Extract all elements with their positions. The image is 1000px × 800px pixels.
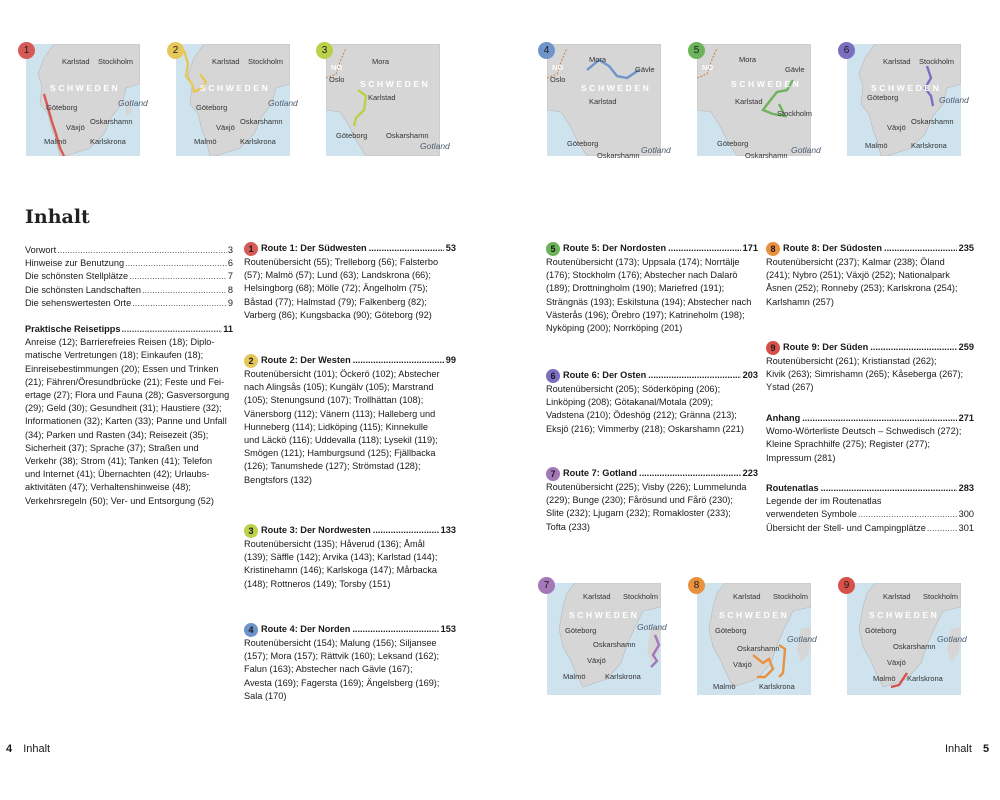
route-map-3: NO Mora Oslo SCHWEDEN Karlstad Göteborg Oskarshamn Gotland bbox=[326, 44, 440, 156]
route-page: 153 bbox=[440, 624, 456, 635]
route-title: Route 4: Der Norden bbox=[261, 624, 351, 635]
route-entry-9[interactable]: 9 Route 9: Der Süden ..... 259 Routenübersicht (261); Kristianstad (262); Kivik (263); Simrishamn (265); Kåseberga (267); Ystad (267) bbox=[766, 341, 974, 395]
toc-entry[interactable]: Vorwort ..... 3 bbox=[25, 244, 233, 257]
page-title: Inhalt bbox=[25, 206, 90, 228]
route-badge-1: 1 bbox=[18, 42, 35, 59]
route-page: 235 bbox=[958, 243, 974, 254]
route-page: 53 bbox=[445, 243, 456, 254]
route-entry-4[interactable]: 4 Route 4: Der Norden ..... 153 Routenübersicht (154); Malung (156); Siljansee (157); Mora (157); Rättvik (160); Leksand (162); Falun (163); Abstecher nach Gävle (167); Avesta (169); Fagersta (169); Ängelsberg (169); Sala (170) bbox=[244, 623, 456, 703]
route-badge-5: 5 bbox=[688, 42, 705, 59]
routenatlas-page: 283 bbox=[958, 483, 974, 493]
route-entry-3[interactable]: 3 Route 3: Der Nordwesten ..... 133 Routenübersicht (135); Håverud (136); Åmål (139); Säffle (142); Arvika (143); Karlstad (144); Kristinehamn (146); Karlskoga (147); Mårbacka (148); Rottneros (149); Torsby (151) bbox=[244, 524, 456, 591]
tips-line: Informationen (32); Karten (33); Panne und Unfall bbox=[25, 416, 227, 427]
route-number-badge: 6 bbox=[546, 369, 560, 383]
route-title: Route 2: Der Westen bbox=[261, 355, 351, 366]
route-title: Route 8: Der Südosten bbox=[783, 243, 883, 254]
route-number-badge: 5 bbox=[546, 242, 560, 256]
toc-entry[interactable]: Übersicht der Stell- und Campingplätze ..... 301 bbox=[766, 522, 974, 535]
route-badge-6: 6 bbox=[838, 42, 855, 59]
route-entry-5[interactable]: 5 Route 5: Der Nordosten ..... 171 Routenübersicht (173); Uppsala (174); Norrtälje (176); Stockholm (176); Abstecher nach Dalarö (189); Drottningholm (190); Mariefred (191); Strängnäs (193); Eskilstuna (194); Abstecher nach Västerås (196); Örebro (197); Katrineholm (198); Nyköping (200); Norrköping (201) bbox=[546, 242, 758, 335]
route-title: Route 1: Der Südwesten bbox=[261, 243, 367, 254]
route-number-badge: 8 bbox=[766, 242, 780, 256]
route-title: Route 7: Gotland bbox=[563, 468, 638, 479]
page-number: 5 bbox=[982, 743, 990, 755]
tips-line: Verkehrsregeln (50); Ver- und Entsorgung (52) bbox=[25, 495, 214, 506]
anhang-page: 271 bbox=[958, 413, 974, 423]
route-number-badge: 3 bbox=[244, 524, 258, 538]
folio-right bbox=[945, 743, 989, 755]
route-entry-6[interactable]: 6 Route 6: Der Osten ..... 203 Routenübersicht (205); Söderköping (206); Linköping (208); Götakanal/Motala (209); Vadstena (210); Ödeshög (212); Gränna (213); Eksjö (216); Vimmerby (218); Oskarshamn (221) bbox=[546, 369, 758, 436]
route-badge-9: 9 bbox=[838, 577, 855, 594]
tips-line: matische Vertretungen (18); Einkaufen (18); bbox=[25, 350, 204, 361]
routenatlas-title: Routenatlas bbox=[766, 483, 819, 493]
route-map-1: Karlstad Stockholm SCHWEDEN Göteborg Gotland Växjö Oskarshamn Malmö Karlskrona bbox=[26, 44, 140, 156]
route-number-badge: 2 bbox=[244, 354, 258, 368]
tips-line: Sicherheit (37); Sprache (37); Straßen und bbox=[25, 442, 199, 453]
route-page: 171 bbox=[742, 243, 758, 254]
route-page: 99 bbox=[445, 355, 456, 366]
route-number-badge: 9 bbox=[766, 341, 780, 355]
tips-line: und Internet (41); Übernachten (42); Urlaubs- bbox=[25, 469, 210, 480]
route-map-9: Karlstad Stockholm SCHWEDEN Göteborg Gotland Oskarshamn Växjö Malmö Karlskrona bbox=[847, 583, 961, 695]
route-entry-8[interactable]: 8 Route 8: Der Südosten ..... 235 Routenübersicht (237); Kalmar (238); Öland (241); Nybro (251); Växjö (252); Nationalpark Åsnen (252); Ronneby (253); Karlskrona (254); Karlshamn (257) bbox=[766, 242, 974, 309]
tips-line: Einreisebestimmungen (20); Essen und Trinken bbox=[25, 363, 219, 374]
route-entry-7[interactable]: 7 Route 7: Gotland ..... 223 Routenübersicht (225); Visby (226); Lummelunda (229); Bunge (230); Fårösund und Fårö (230); Slite (232); Ljugarn (232); Romakloster (233); Tofta (233) bbox=[546, 467, 758, 534]
route-map-7: Karlstad Stockholm SCHWEDEN Göteborg Gotland Oskarshamn Växjö Malmö Karlskrona bbox=[547, 583, 661, 695]
anhang-title: Anhang bbox=[766, 413, 801, 423]
tips-line: (34); Parken und Rasten (34); Reisezeit (35); bbox=[25, 429, 209, 440]
route-map-4: NO Mora Gävle Oslo SCHWEDEN Karlstad Göteborg Oskarshamn Gotland bbox=[547, 44, 661, 156]
tips-line: (29); Geld (30); Gesundheit (31); Haustiere (32); bbox=[25, 403, 222, 414]
folio-label: Inhalt bbox=[945, 743, 972, 755]
route-map-6: Karlstad Stockholm SCHWEDEN Göteborg Gotland Växjö Oskarshamn Malmö Karlskrona bbox=[847, 44, 961, 156]
route-page: 133 bbox=[440, 525, 456, 536]
route-number-badge: 7 bbox=[546, 467, 560, 481]
folio-left bbox=[6, 743, 50, 755]
tips-line: (21); Fähren/Öresundbrücke (21); Feste und Fei- bbox=[25, 376, 225, 387]
route-title: Route 6: Der Osten bbox=[563, 370, 647, 381]
route-number-badge: 1 bbox=[244, 242, 258, 256]
toc-tips-heading[interactable]: Praktische Reisetipps ..... 11 bbox=[25, 323, 233, 336]
toc-entry[interactable]: Die schönsten Stellplätze ..... 7 bbox=[25, 270, 233, 283]
route-entry-2[interactable]: 2 Route 2: Der Westen ..... 99 Routenübersicht (101); Öckerö (102); Abstecher nach Alingsås (105); Kungälv (105); Marstrand (105); Stenungsund (107); Trollhättan (108); Vänersborg (112); Vänern (113); Halleberg und Hunneberg (114); Lidköping (115); Kinnekulle und Läckö (116); Uddevalla (118); Lysekil (119); Smögen (121); Hamburgsund (125); Fjällbacka (126); Tanumshede (127); Strömstad (128); Bengtsfors (132) bbox=[244, 354, 456, 487]
route-badge-4: 4 bbox=[538, 42, 555, 59]
route-page: 259 bbox=[958, 342, 974, 353]
toc-entry[interactable]: Hinweise zur Benutzung ..... 6 bbox=[25, 257, 233, 270]
routenatlas-line: Legende der im Routenatlas bbox=[766, 496, 882, 507]
tips-line: Anreise (12); Barrierefreies Reisen (18); Diplo- bbox=[25, 337, 215, 348]
tips-line: Verkehr (38); Strom (41); Tanken (41); Telefon bbox=[25, 456, 213, 467]
route-page: 223 bbox=[742, 468, 758, 479]
route-map-2: Karlstad Stockholm SCHWEDEN Göteborg Gotland Växjö Oskarshamn Malmö Karlskrona bbox=[176, 44, 290, 156]
route-title: Route 9: Der Süden bbox=[783, 342, 869, 353]
route-badge-3: 3 bbox=[316, 42, 333, 59]
route-title: Route 5: Der Nordosten bbox=[563, 243, 667, 254]
toc-routenatlas[interactable] bbox=[766, 482, 974, 535]
toc-entry[interactable]: verwendeten Symbole ..... 300 bbox=[766, 508, 974, 521]
route-badge-2: 2 bbox=[167, 42, 184, 59]
route-badge-8: 8 bbox=[688, 577, 705, 594]
folio-label: Inhalt bbox=[23, 743, 51, 755]
route-page: 203 bbox=[742, 370, 758, 381]
tips-line: aktivitäten (47); Verhaltenshinweise (48); bbox=[25, 482, 191, 493]
route-map-8: Karlstad Stockholm SCHWEDEN Göteborg Gotland Oskarshamn Växjö Malmö Karlskrona bbox=[697, 583, 811, 695]
toc-general bbox=[25, 244, 233, 508]
page-number: 4 bbox=[6, 743, 13, 755]
route-number-badge: 4 bbox=[244, 623, 258, 637]
tips-line: ertage (27); Flora und Fauna (28); Gasversorgung bbox=[25, 390, 230, 401]
toc-entry[interactable]: Die sehenswertesten Orte ..... 9 bbox=[25, 297, 233, 310]
route-entry-1[interactable]: 1 Route 1: Der Südwesten ..... 53 Routenübersicht (55); Trelleborg (56); Falsterbo (57); Malmö (57); Lund (63); Landskrona (66); Helsingborg (68); Mölle (72); Ängelholm (75); Båstad (77); Halmstad (79); Falkenberg (82); Varberg (86); Kungsbacka (90); Göteborg (92) bbox=[244, 242, 456, 322]
toc-anhang[interactable]: Anhang ..... 271 Womo-Wörterliste Deutsch – Schwedisch (272); Kleine Sprachhilfe (275); Register (277); Impressum (281) bbox=[766, 412, 974, 465]
route-map-5: NO Mora Gävle SCHWEDEN Karlstad Stockholm Göteborg Oskarshamn Gotland bbox=[697, 44, 811, 156]
toc-entry[interactable]: Die schönsten Landschaften ..... 8 bbox=[25, 284, 233, 297]
route-badge-7: 7 bbox=[538, 577, 555, 594]
route-title: Route 3: Der Nordwesten bbox=[261, 525, 371, 536]
